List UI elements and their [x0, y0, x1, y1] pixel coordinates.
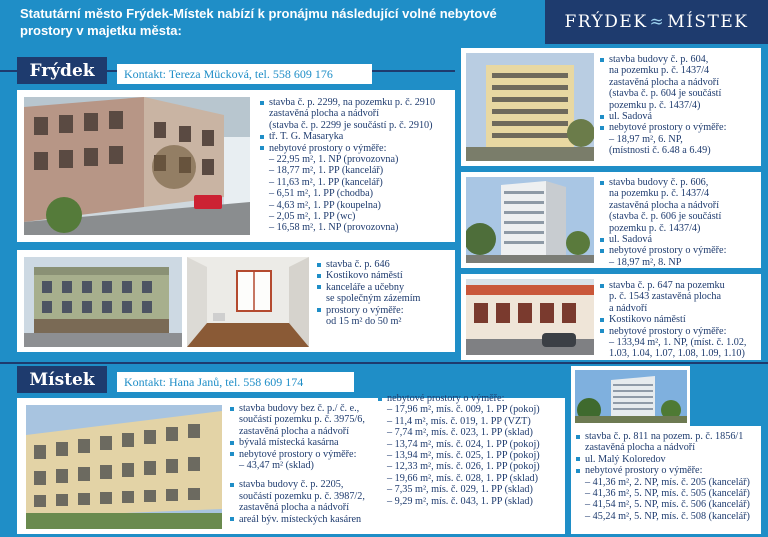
text-line: zastavěná plocha a nádvoří — [239, 502, 350, 514]
text-line: p. č. 1543 zastavěná plocha — [609, 291, 722, 303]
text-line: zastavěná plocha a nádvoří — [269, 108, 380, 120]
text-line: areál býv. místeckých kasáren — [230, 514, 370, 525]
text-line: – 13,74 m², mís. č. 024, 1. PP (pokoj) — [387, 438, 540, 450]
text-line: Kostikovo náměstí — [600, 314, 760, 325]
text-line: se společným zázemím — [326, 293, 421, 305]
page-header — [20, 5, 520, 39]
text-line: ul. Sadová — [600, 111, 760, 122]
photo-cp-646-interior — [187, 257, 309, 347]
text-line: – 16,58 m², 1. NP (provozovna) — [269, 222, 399, 234]
panel-mistek-kasarna — [17, 393, 565, 534]
panel-cp-811 — [571, 426, 761, 534]
text-line: zastavěná plocha a nádvoří — [585, 442, 696, 454]
text-line: – 6,51 m², 1. PP (chodba) — [269, 188, 373, 200]
text-line: nebytové prostory o výměře: — [230, 449, 370, 460]
details-cp-646 — [317, 259, 453, 327]
text-line: (stavba č. p. 2299 je součástí p. č. 2910) — [269, 119, 433, 131]
panel-cp-2299 — [17, 90, 455, 242]
text-line: – 17,96 m², mís. č. 009, 1. PP (pokoj) — [387, 404, 540, 416]
photo-cp-646-exterior — [24, 257, 182, 347]
details-cp-811 — [576, 431, 762, 522]
logo-right: MÍSTEK — [667, 12, 749, 32]
header-line-2: prostory v majetku města: — [20, 23, 182, 38]
photo-cp-811 — [575, 370, 687, 423]
text-line: nebytové prostory o výměře: — [600, 122, 760, 133]
text-line: stavba č. p. 647 na pozemku — [600, 280, 760, 291]
text-line: nebytové prostory o výměře: — [378, 393, 564, 404]
text-line: (místnosti č. 6.48 a 6.49) — [609, 145, 711, 157]
text-line: – 41,36 m², 5. NP, mís. č. 505 (kancelář) — [585, 488, 750, 500]
text-line: součástí pozemku p. č. 3975/6, — [239, 414, 365, 426]
text-line: zastavěná plocha a nádvoří — [239, 425, 350, 437]
details-cp-2299 — [260, 97, 452, 234]
text-line: – 12,33 m², mís. č. 026, 1. PP (pokoj) — [387, 461, 540, 473]
text-line: stavba budovy bez č. p./ č. e., — [230, 403, 370, 414]
text-line: nebytové prostory o výměře: — [576, 465, 762, 476]
panel-cp-606 — [461, 172, 761, 268]
text-line: – 13,94 m², mís. č. 025, 1. PP (pokoj) — [387, 450, 540, 462]
photo-cp-2299 — [24, 97, 250, 235]
panel-cp-646 — [17, 250, 455, 352]
mistek-divider — [0, 362, 768, 364]
text-line: součástí pozemku p. č. 3987/2, — [239, 490, 365, 502]
text-line: – 11,4 m², mís. č. 019, 1. PP (VZT) — [387, 415, 531, 427]
text-line: stavba č. p. 2299, na pozemku p. č. 2910 — [260, 97, 452, 108]
text-line: stavba budovy č. p. 606, — [600, 177, 760, 188]
text-line: – 2,05 m², 1. PP (wc) — [269, 211, 356, 223]
text-line: a nádvoří — [609, 302, 648, 314]
text-line: – 19,66 m², mís. č. 028, 1. PP (sklad) — [387, 472, 538, 484]
text-line: – 18,97 m², 6. NP, — [609, 133, 683, 145]
text-line: kanceláře a učebny — [317, 282, 453, 293]
text-line: pozemku p. č. 1437/4) — [609, 222, 701, 234]
text-line: (stavba č. p. 604 je součástí — [609, 88, 722, 100]
photo-cp-606 — [466, 177, 594, 263]
text-line: pozemku p. č. 1437/4) — [609, 99, 701, 111]
text-line: 1.03, 1.04, 1.07, 1.08, 1.09, 1.10) — [609, 348, 745, 360]
text-line: na pozemku p. č. 1437/4 — [609, 188, 710, 200]
text-line: stavba č. p. 811 na pozem. p. č. 1856/1 — [576, 431, 762, 442]
details-kasarna — [230, 403, 370, 525]
text-line: – 7,35 m², mís. č. 029, 1. PP (sklad) — [387, 484, 533, 496]
panel-cp-604 — [461, 48, 761, 166]
text-line: – 4,63 m², 1. PP (koupelna) — [269, 199, 381, 211]
text-line: – 18,77 m², 1. PP (kancelář) — [269, 165, 384, 177]
frydek-badge: Frýdek — [17, 57, 107, 84]
photo-frame-cp-811 — [571, 366, 690, 426]
city-logo — [545, 0, 768, 44]
text-line: (stavba č. p. 606 je součástí — [609, 211, 722, 223]
logo-wave-icon: ≈ — [649, 12, 666, 32]
frydek-contact: Kontakt: Tereza Mücková, tel. 558 609 176 — [117, 64, 372, 84]
text-line: – 133,94 m², 1. NP, (míst. č. 1.02, — [609, 337, 747, 349]
text-line: stavba budovy č. p. 604, — [600, 54, 760, 65]
text-line: Kostikovo náměstí — [317, 270, 453, 281]
details-cp-647 — [600, 280, 760, 360]
logo-left: FRÝDEK — [564, 12, 648, 32]
text-line: – 43,47 m² (sklad) — [239, 460, 314, 472]
text-line: – 7,74 m², mís. č. 023, 1. PP (sklad) — [387, 427, 533, 439]
text-line: ul. Sadová — [600, 234, 760, 245]
text-line: zastavěná plocha a nádvoří — [609, 76, 720, 88]
text-line: zastavěná plocha a nádvoří — [609, 199, 720, 211]
text-line: ul. Malý Koloredov — [576, 454, 762, 465]
text-line: nebytové prostory o výměře: — [600, 326, 760, 337]
text-line: – 41,36 m², 2. NP, mís. č. 205 (kancelář) — [585, 476, 750, 488]
mistek-contact: Kontakt: Hana Janů, tel. 558 609 174 — [117, 372, 354, 392]
text-line: – 11,63 m², 1. PP (kancelář) — [269, 176, 383, 188]
text-line: – 22,95 m², 1. NP (provozovna) — [269, 154, 399, 166]
text-line: od 15 m² do 50 m² — [326, 316, 402, 328]
text-line: nebytové prostory o výměře: — [600, 245, 760, 256]
details-cp-606 — [600, 177, 760, 268]
mistek-badge: Místek — [17, 366, 107, 393]
text-line: tř. T. G. Masaryka — [260, 131, 452, 142]
text-line: prostory o výměře: — [317, 305, 453, 316]
header-line-1: Statutární město Frýdek-Místek nabízí k pronájmu následující volné nebytové — [20, 6, 497, 21]
text-line: – 45,24 m², 5. NP, mís. č. 508 (kancelář) — [585, 510, 750, 522]
text-line: – 18,97 m², 8. NP — [609, 256, 682, 268]
panel-cp-647 — [461, 274, 761, 360]
text-line: na pozemku p. č. 1437/4 — [609, 65, 710, 77]
text-line: nebytové prostory o výměře: — [260, 143, 452, 154]
text-line: – 9,29 m², mís. č. 043, 1. PP (sklad) — [387, 495, 533, 507]
text-line: stavba budovy č. p. 2205, — [230, 479, 370, 490]
details-kasarna-spaces — [378, 393, 564, 507]
photo-kasarna — [26, 405, 222, 529]
photo-cp-604 — [466, 53, 594, 161]
text-line: bývalá místecká kasárna — [230, 437, 370, 448]
photo-cp-647 — [466, 279, 594, 355]
text-line: stavba č. p. 646 — [317, 259, 453, 270]
details-cp-604 — [600, 54, 760, 157]
text-line: – 41,54 m², 5. NP, mís. č. 506 (kancelář) — [585, 499, 750, 511]
